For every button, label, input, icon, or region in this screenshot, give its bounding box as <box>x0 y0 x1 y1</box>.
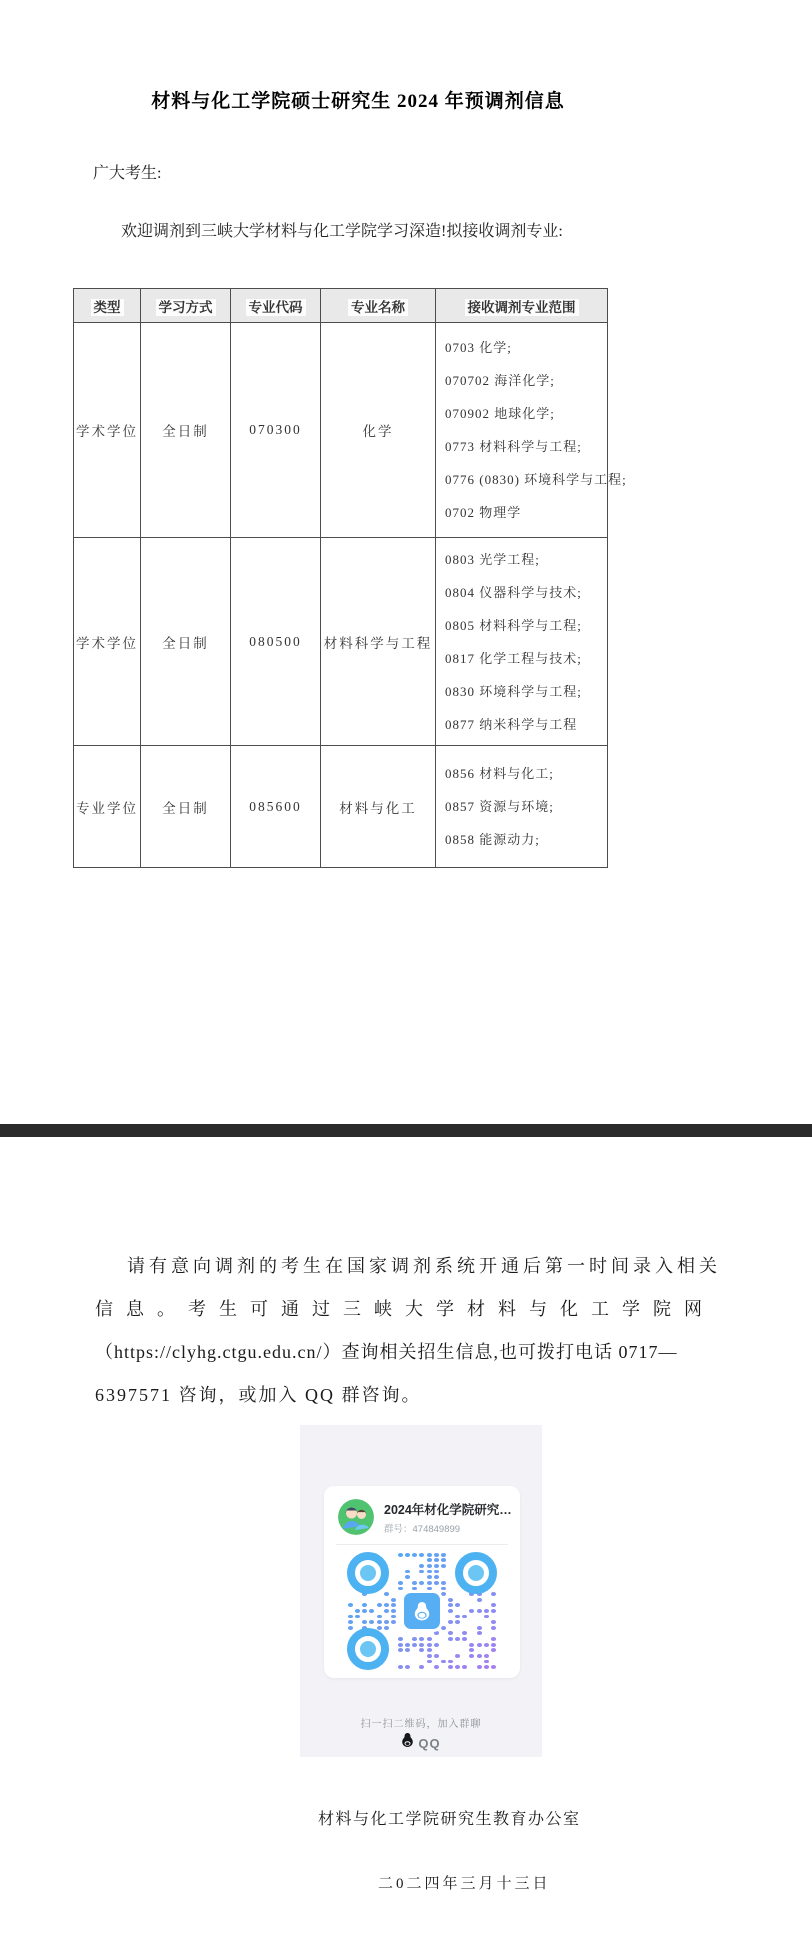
qr-dot <box>455 1603 460 1607</box>
qr-dot <box>419 1581 424 1585</box>
qr-dot <box>419 1643 424 1647</box>
qr-dot <box>398 1648 403 1652</box>
header-major-code: 专业代码 <box>231 289 321 323</box>
qr-dot <box>477 1665 482 1669</box>
qr-dot <box>384 1620 389 1624</box>
qr-dot <box>398 1665 403 1669</box>
cell-type: 学术学位 <box>74 323 141 538</box>
qr-dot <box>398 1553 403 1557</box>
qr-dot <box>434 1564 439 1568</box>
qr-dot <box>362 1609 367 1613</box>
qr-dot <box>491 1609 496 1613</box>
qr-dot <box>405 1553 410 1557</box>
qr-dot <box>441 1581 446 1585</box>
qr-dot <box>441 1558 446 1562</box>
qr-dot <box>391 1598 396 1602</box>
paragraph-line: 6397571 咨询，或加入 QQ 群咨询。 <box>95 1385 422 1405</box>
qr-dot <box>434 1575 439 1579</box>
qr-dot <box>484 1643 489 1647</box>
qq-card-titles <box>384 1500 512 1535</box>
qr-dot <box>362 1603 367 1607</box>
qr-dot <box>491 1592 496 1596</box>
qr-dot <box>469 1643 474 1647</box>
qr-dot <box>419 1570 424 1574</box>
paragraph-line: 信息。考生可通过三峡大学材料与化工学院网 <box>95 1299 715 1319</box>
qr-dot <box>455 1637 460 1641</box>
qq-group-avatar-icon <box>338 1499 374 1535</box>
qr-dot <box>391 1603 396 1607</box>
qr-dot <box>419 1553 424 1557</box>
cell-major-name: 材料与化工 <box>321 746 436 868</box>
cell-major-code: 085600 <box>231 746 321 868</box>
qr-dot <box>427 1575 432 1579</box>
qr-dot <box>355 1615 360 1619</box>
qq-card-header <box>338 1497 512 1537</box>
qr-dot <box>491 1620 496 1624</box>
qr-dot <box>419 1648 424 1652</box>
header-accepted-range: 接收调剂专业范围 <box>436 289 608 323</box>
signature-office: 材料与化工学院研究生教育办公室 <box>318 1811 581 1828</box>
qr-dot <box>398 1581 403 1585</box>
qr-dot <box>427 1643 432 1647</box>
qr-finder-top-left <box>347 1552 389 1594</box>
qr-dot <box>427 1660 432 1664</box>
qr-dot <box>419 1637 424 1641</box>
cell-accepted-range: 0856 材料与化工; 0857 资源与环境; 0858 能源动力; <box>436 746 608 868</box>
qr-dot <box>441 1553 446 1557</box>
qr-dot <box>427 1581 432 1585</box>
qr-dot <box>477 1626 482 1630</box>
qr-dot <box>455 1665 460 1669</box>
qr-dot <box>427 1553 432 1557</box>
qr-dot <box>455 1620 460 1624</box>
qq-group-name: 2024年材化学院研究… <box>384 1502 512 1517</box>
paragraph-line: 请有意向调剂的考生在国家调剂系统开通后第一时间录入相关 <box>127 1256 721 1276</box>
qr-dot <box>419 1665 424 1669</box>
qr-dot <box>427 1648 432 1652</box>
cell-study-mode: 全日制 <box>141 323 231 538</box>
cell-study-mode: 全日制 <box>141 538 231 746</box>
qr-dot <box>427 1570 432 1574</box>
header-type: 类型 <box>74 289 141 323</box>
paragraph-line: （https://clyhg.ctgu.edu.cn/）查询相关招生信息,也可拨打电话 0717— <box>95 1342 678 1362</box>
salutation-text: 广大考生: <box>93 165 162 182</box>
qr-dot <box>491 1643 496 1647</box>
qr-dot <box>448 1609 453 1613</box>
cell-major-name: 材料科学与工程 <box>321 538 436 746</box>
qr-dot <box>412 1637 417 1641</box>
qr-dot <box>384 1609 389 1613</box>
qr-dot <box>477 1631 482 1635</box>
qr-dot <box>391 1609 396 1613</box>
qq-label: QQ <box>418 1735 441 1751</box>
qr-dot <box>434 1643 439 1647</box>
qr-dot <box>455 1654 460 1658</box>
qr-dot <box>448 1598 453 1602</box>
qq-group-number: 群号：474849899 <box>384 1523 461 1535</box>
qr-dot <box>412 1553 417 1557</box>
qr-finder-top-right <box>455 1552 497 1594</box>
qr-dot <box>412 1643 417 1647</box>
qr-dot <box>434 1558 439 1562</box>
qr-dot <box>398 1643 403 1647</box>
qr-dot <box>491 1648 496 1652</box>
qr-dot <box>434 1665 439 1669</box>
cell-major-name: 化学 <box>321 323 436 538</box>
qr-dot <box>391 1615 396 1619</box>
qr-dot <box>369 1620 374 1624</box>
qr-dot <box>427 1564 432 1568</box>
qr-dot <box>348 1615 353 1619</box>
qr-dot <box>477 1643 482 1647</box>
qr-dot <box>448 1631 453 1635</box>
table-header-row <box>74 289 608 323</box>
qr-dot <box>427 1637 432 1641</box>
header-study-mode: 学习方式 <box>141 289 231 323</box>
qr-dot <box>405 1570 410 1574</box>
header-major-name: 专业名称 <box>321 289 436 323</box>
qq-logo-badge-icon <box>401 1590 443 1632</box>
qr-dot <box>355 1609 360 1613</box>
page-title: 材料与化工学院硕士研究生 2024 年预调剂信息 <box>151 91 565 112</box>
qr-dot <box>377 1626 382 1630</box>
qr-dot <box>484 1615 489 1619</box>
qr-dot <box>434 1570 439 1574</box>
qr-dot <box>348 1626 353 1630</box>
qr-dot <box>484 1665 489 1669</box>
cell-type: 学术学位 <box>74 538 141 746</box>
qr-dot <box>441 1660 446 1664</box>
qr-dot <box>491 1637 496 1641</box>
qr-code <box>347 1552 497 1670</box>
qr-dot <box>469 1648 474 1652</box>
qr-dot <box>434 1553 439 1557</box>
table-row <box>74 746 608 868</box>
qr-dot <box>448 1665 453 1669</box>
qr-dot <box>419 1564 424 1568</box>
qq-penguin-icon <box>401 1733 414 1753</box>
qr-dot <box>491 1665 496 1669</box>
qr-dot <box>391 1620 396 1624</box>
qr-dot <box>477 1654 482 1658</box>
cell-study-mode: 全日制 <box>141 746 231 868</box>
qr-dot <box>469 1609 474 1613</box>
cell-major-code: 070300 <box>231 323 321 538</box>
qq-group-card-panel <box>300 1425 542 1757</box>
qr-dot <box>405 1648 410 1652</box>
qr-dot <box>405 1665 410 1669</box>
qr-dot <box>455 1615 460 1619</box>
qr-dot <box>412 1581 417 1585</box>
cell-type: 专业学位 <box>74 746 141 868</box>
qr-dot <box>384 1603 389 1607</box>
qr-dot <box>469 1654 474 1658</box>
qr-dot <box>448 1603 453 1607</box>
qr-dot <box>462 1665 467 1669</box>
qr-dot <box>491 1626 496 1630</box>
qr-dot <box>434 1631 439 1635</box>
qr-dot <box>434 1581 439 1585</box>
qr-dot <box>427 1654 432 1658</box>
qr-dot <box>377 1615 382 1619</box>
qr-dot <box>398 1587 403 1591</box>
cell-major-code: 080500 <box>231 538 321 746</box>
qr-dot <box>384 1626 389 1630</box>
qr-dot <box>398 1637 403 1641</box>
contact-paragraph <box>95 1245 735 1417</box>
qr-dot <box>377 1620 382 1624</box>
qr-dot <box>384 1592 389 1596</box>
qr-dot <box>434 1654 439 1658</box>
qr-dot <box>484 1660 489 1664</box>
qr-dot <box>477 1598 482 1602</box>
scan-hint-text: 扫一扫二维码，加入群聊 <box>360 1719 482 1730</box>
qr-dot <box>462 1615 467 1619</box>
qr-dot <box>348 1603 353 1607</box>
qr-dot <box>462 1631 467 1635</box>
intro-paragraph: 欢迎调剂到三峡大学材料与化工学院学习深造!拟接收调剂专业: <box>121 223 563 240</box>
table-row <box>74 323 608 538</box>
qr-dot <box>484 1609 489 1613</box>
qr-dot <box>441 1587 446 1591</box>
cell-accepted-range: 0703 化学; 070702 海洋化学; 070902 地球化学; 0773 材料科学与工程; 0776 (0830) 环境科学与工程; 0702 物理学 <box>436 323 608 538</box>
qr-dot <box>369 1609 374 1613</box>
qr-dot <box>477 1609 482 1613</box>
qr-dot <box>448 1660 453 1664</box>
signature-date: 二0二四年三月十三日 <box>378 1876 551 1892</box>
qr-dot <box>484 1654 489 1658</box>
qr-dot <box>362 1620 367 1624</box>
transfer-majors-table <box>73 288 627 868</box>
qr-finder-bottom-left <box>347 1628 389 1670</box>
qr-dot <box>441 1564 446 1568</box>
qr-dot <box>427 1558 432 1562</box>
cell-accepted-range: 0803 光学工程; 0804 仪器科学与技术; 0805 材料科学与工程; 0817 化学工程与技术; 0830 环境科学与工程; 0877 纳米科学与工程 <box>436 538 608 746</box>
qr-dot <box>405 1643 410 1647</box>
qq-group-card <box>324 1486 520 1678</box>
qr-dot <box>448 1637 453 1641</box>
page-break-bar <box>0 1124 812 1137</box>
qr-dot <box>377 1603 382 1607</box>
qr-dot <box>462 1637 467 1641</box>
qq-logo <box>300 1733 542 1753</box>
qr-dot <box>405 1575 410 1579</box>
qr-dot <box>491 1603 496 1607</box>
qr-dot <box>348 1620 353 1624</box>
table-row <box>74 538 608 746</box>
qr-dot <box>448 1620 453 1624</box>
card-divider <box>336 1544 508 1545</box>
